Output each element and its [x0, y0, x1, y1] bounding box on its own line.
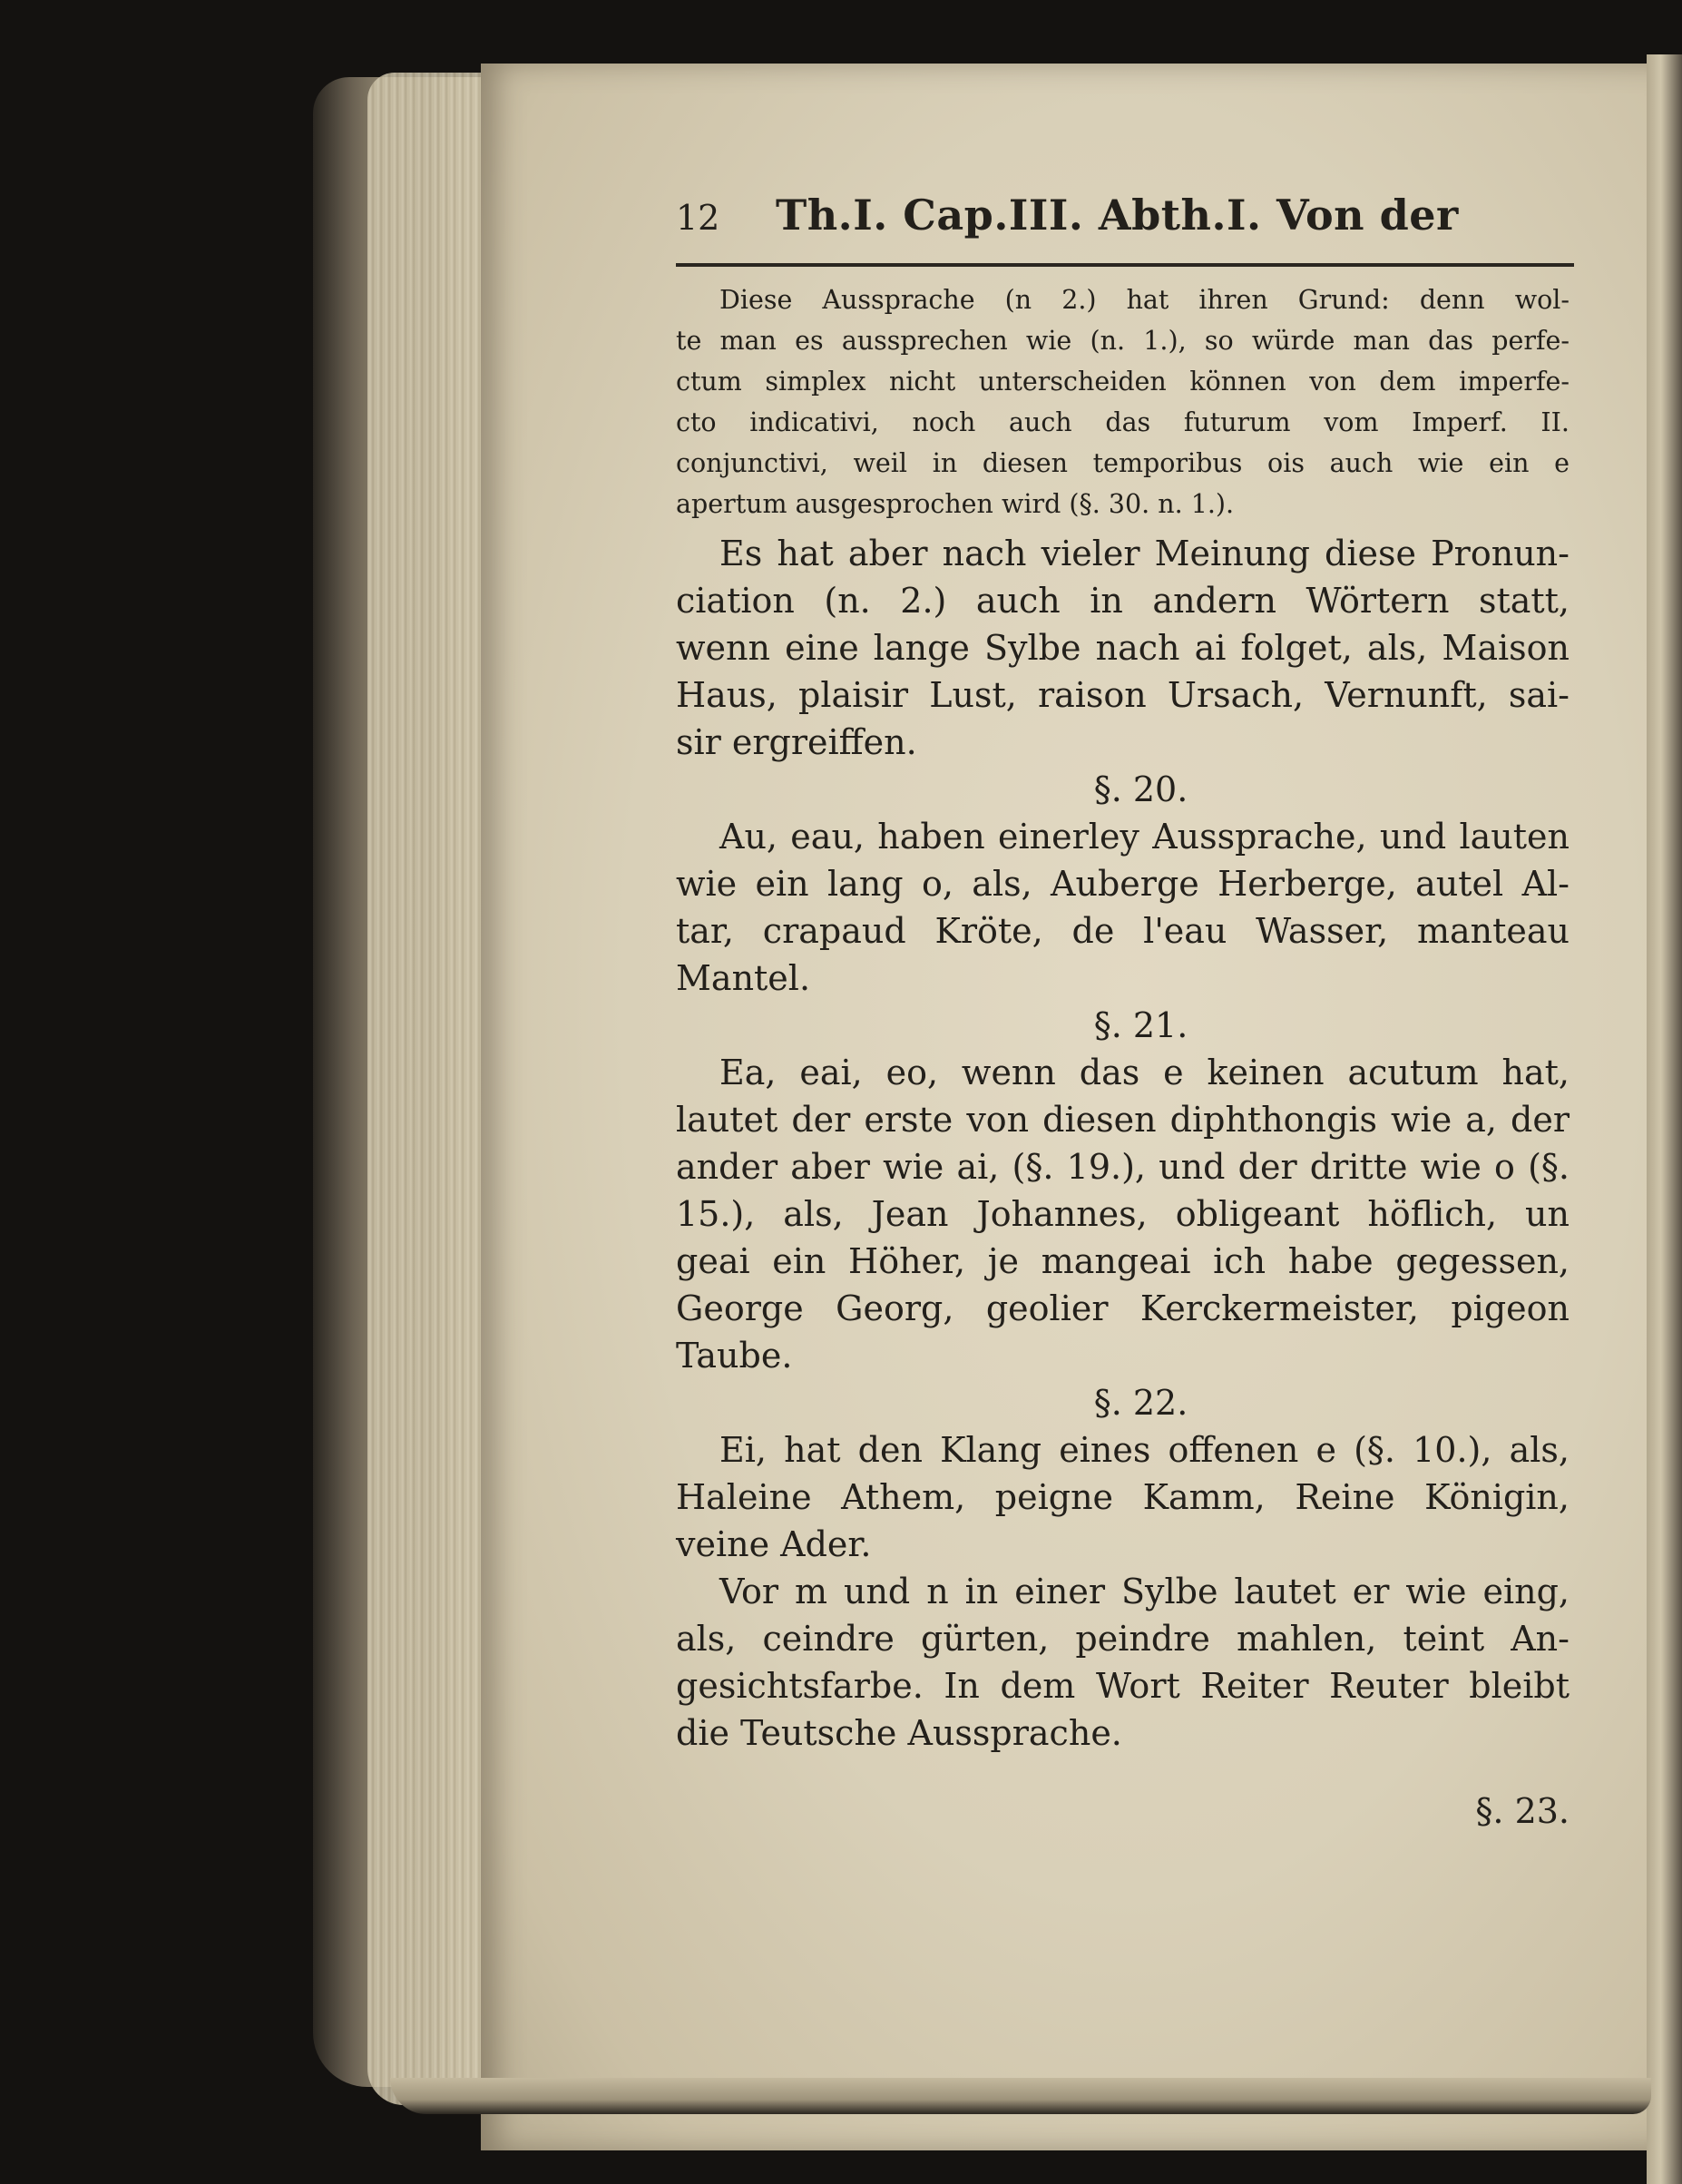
body-line: die Teutsche Aussprache. — [676, 1713, 1122, 1753]
page-text — [676, 191, 1570, 1831]
pronunciation-paragraph — [676, 530, 1570, 766]
note-line: apertum ausgesprochen wird (§. 30. n. 1.). — [676, 489, 1235, 519]
section-22-paragraph — [676, 1426, 1570, 1568]
section-heading-21: §. 21. — [1093, 1005, 1188, 1045]
section-20-paragraph — [676, 813, 1570, 1002]
page-stack-edges — [367, 73, 494, 2105]
body-line: Ei, hat den Klang eines offenen e (§. 10.), als, — [719, 1430, 1570, 1470]
note-line: cto indicativi, noch auch das futurum vom Imperf. II. — [676, 407, 1570, 437]
body-line: als, ceindre gürten, peindre mahlen, teint An- — [676, 1619, 1570, 1659]
body-line: Ea, eai, eo, wenn das e keinen acutum hat, — [719, 1053, 1570, 1092]
body-line: veine Ader. — [676, 1524, 872, 1564]
facing-page-edge — [1647, 54, 1682, 2184]
body-line: Au, eau, haben einerley Aussprache, und lauten — [719, 817, 1570, 857]
body-line: tar, crapaud Kröte, de l'eau Wasser, manteau — [676, 911, 1570, 951]
note-line: te man es aussprechen wie (n. 1.), so würde man das perfe- — [676, 326, 1570, 356]
header-rule — [676, 263, 1574, 267]
body-line: Mantel. — [676, 958, 811, 998]
body-line: sir ergreiffen. — [676, 722, 917, 762]
running-header — [676, 191, 1570, 252]
body-line: gesichtsfarbe. In dem Wort Reiter Reuter bleibt — [676, 1666, 1570, 1706]
page-number: 12 — [676, 198, 720, 238]
body-line: Taube. — [676, 1336, 793, 1376]
section-heading-22: §. 22. — [1093, 1383, 1188, 1423]
body-line: Haleine Athem, peigne Kamm, Reine Königin, — [676, 1477, 1570, 1517]
running-title: Th.I. Cap.III. Abth.I. Von der — [776, 191, 1459, 240]
section-heading-20: §. 20. — [1093, 769, 1188, 809]
page-bottom-edge — [390, 2078, 1651, 2114]
section-21-paragraph — [676, 1049, 1570, 1379]
body-line: Haus, plaisir Lust, raison Ursach, Vernunft, sai- — [676, 675, 1570, 715]
body-line: wie ein lang o, als, Auberge Herberge, autel Al- — [676, 864, 1570, 904]
section-22-paragraph-2 — [676, 1568, 1570, 1757]
note-paragraph — [676, 279, 1570, 524]
note-line: conjunctivi, weil in diesen temporibus ois auch wie ein e — [676, 448, 1570, 478]
body-line: ciation (n. 2.) auch in andern Wörtern statt, — [676, 581, 1570, 621]
body-line: George Georg, geolier Kerckermeister, pigeon — [676, 1288, 1570, 1328]
body-line: ander aber wie ai, (§. 19.), und der dritte wie o (§. — [676, 1147, 1570, 1187]
catchword: §. 23. — [1475, 1791, 1570, 1831]
body-line: wenn eine lange Sylbe nach ai folget, als, Maison — [676, 628, 1570, 668]
body-line: lautet der erste von diesen diphthongis wie a, der — [676, 1100, 1570, 1140]
note-line: ctum simplex nicht unterscheiden können von dem imperfe- — [676, 367, 1570, 397]
body-line: Vor m und n in einer Sylbe lautet er wie eing, — [719, 1572, 1570, 1611]
body-line: 15.), als, Jean Johannes, obligeant höflich, un — [676, 1194, 1570, 1234]
note-line: Diese Aussprache (n 2.) hat ihren Grund: denn wol- — [719, 285, 1570, 315]
body-line: Es hat aber nach vieler Meinung diese Pronun- — [719, 534, 1570, 573]
body-line: geai ein Höher, je mangeai ich habe gegessen, — [676, 1241, 1570, 1281]
